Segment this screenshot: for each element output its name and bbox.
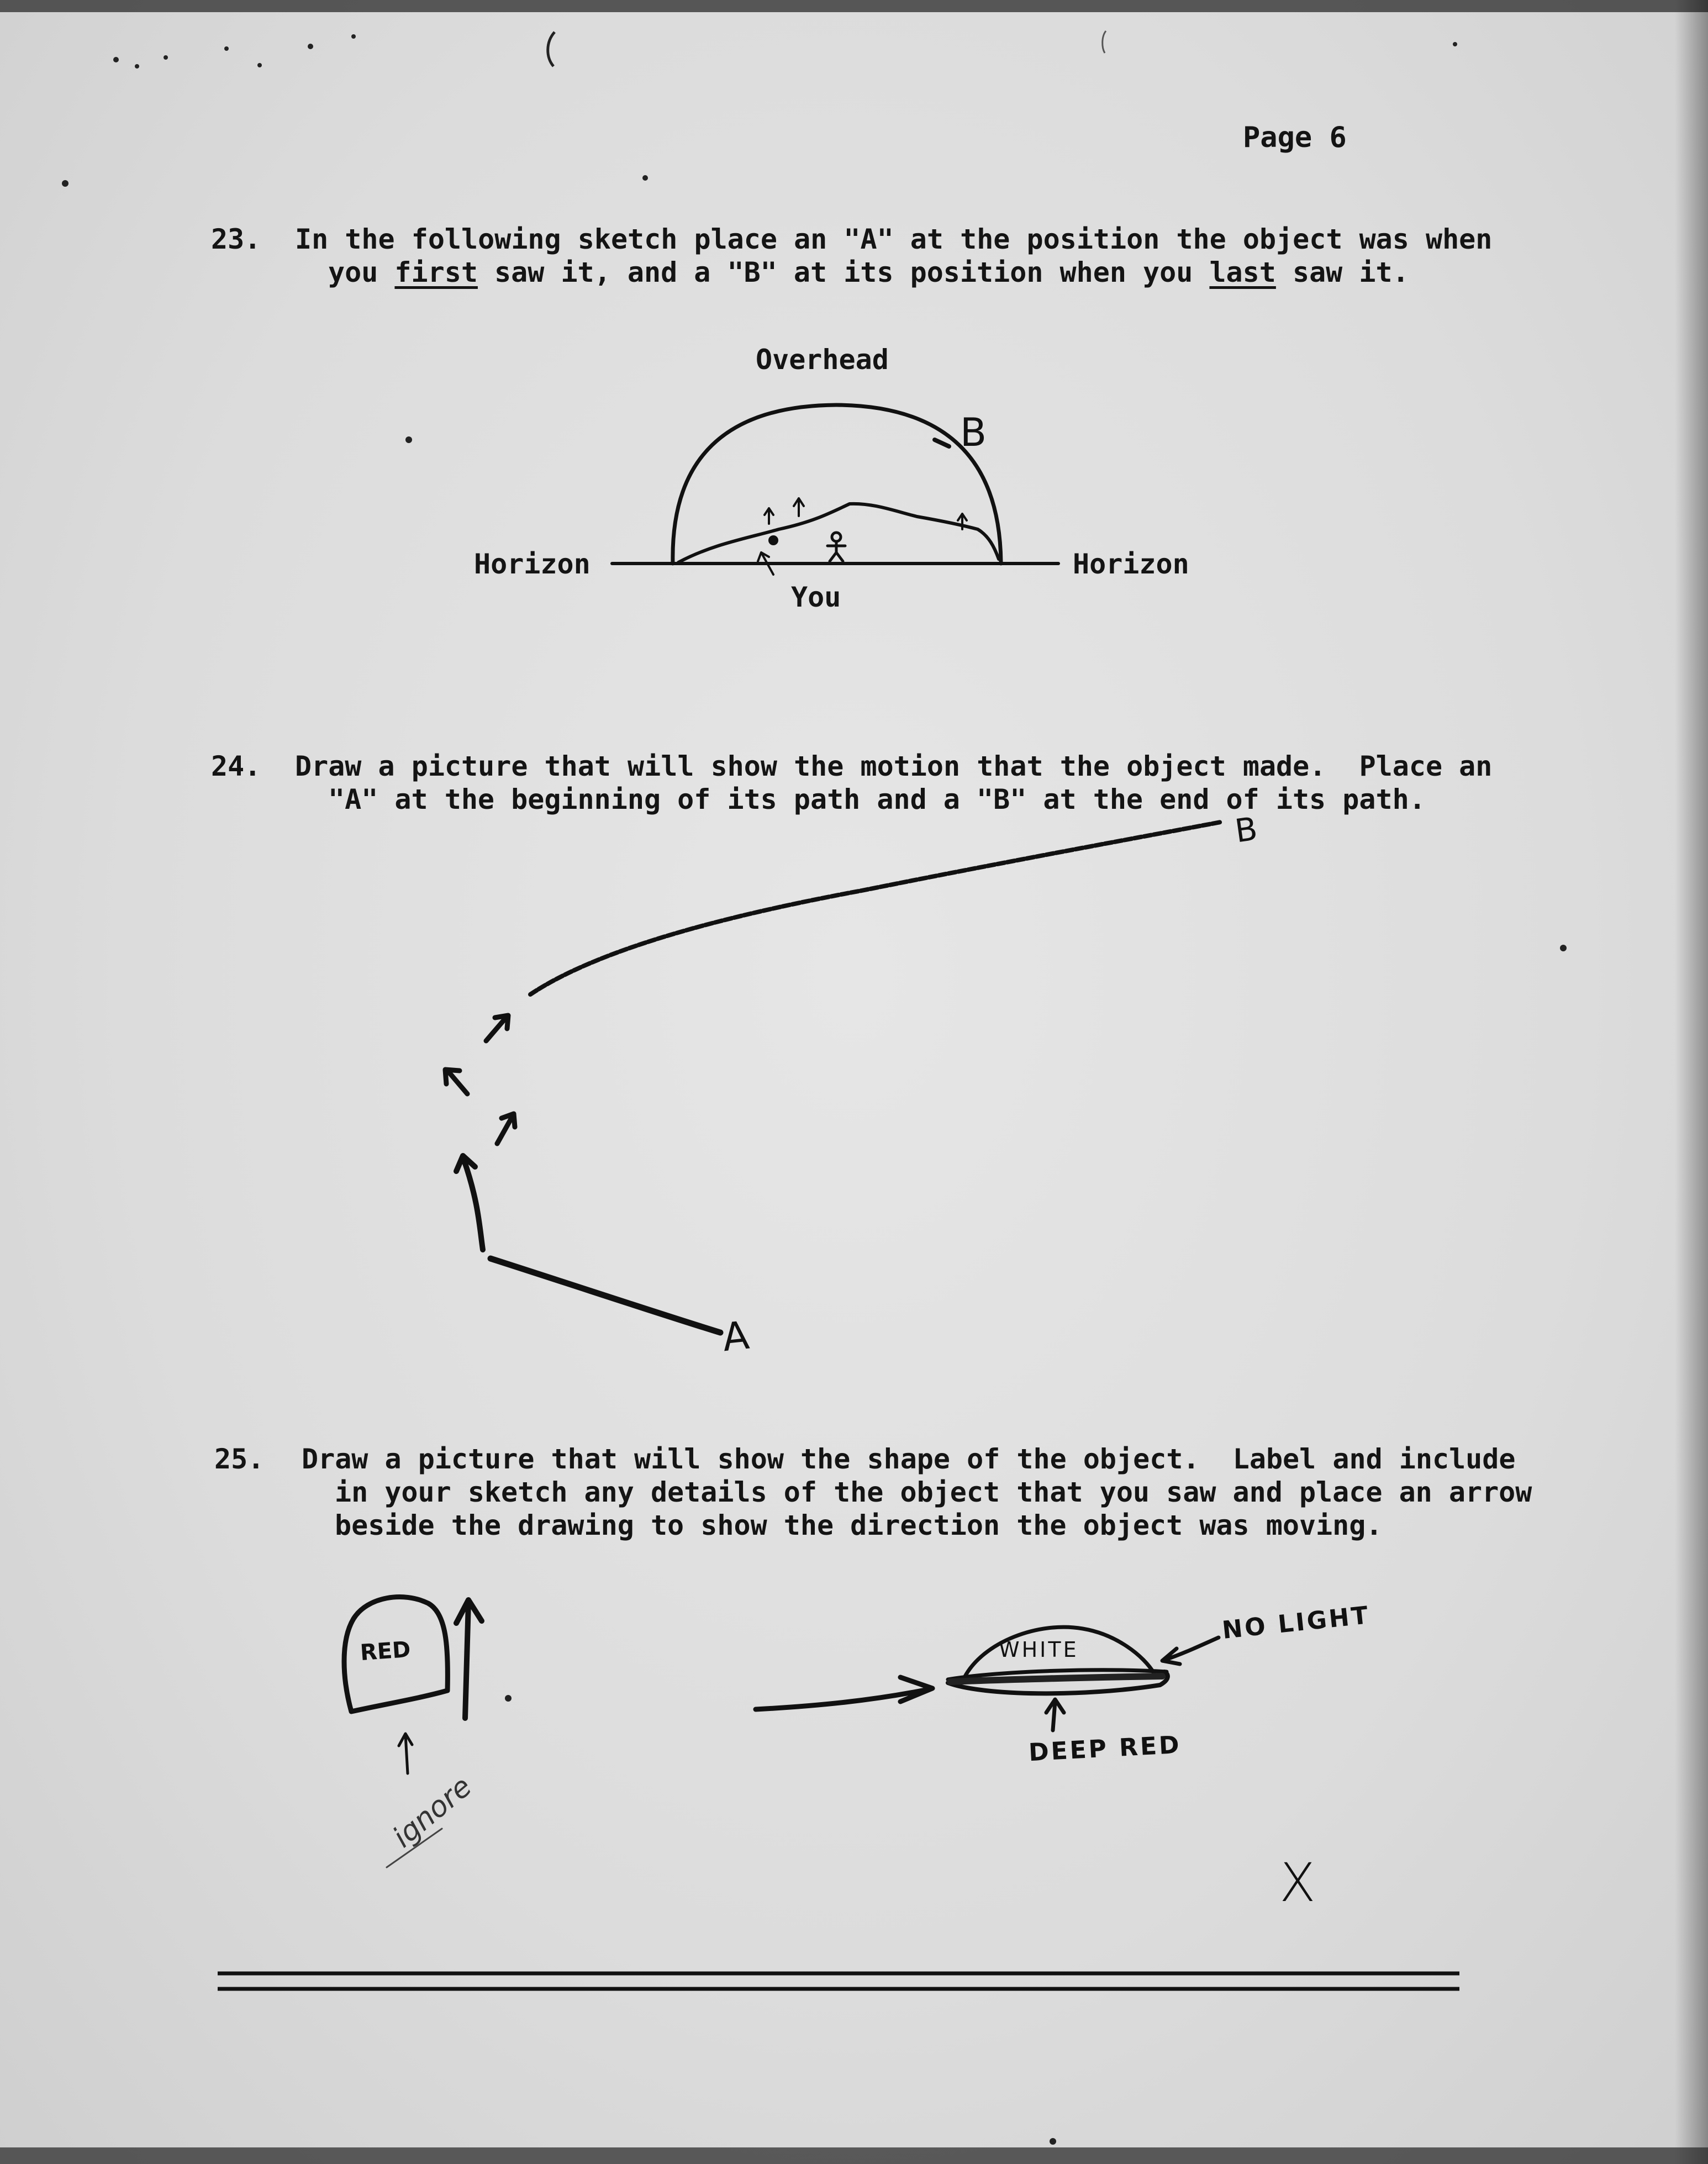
handwritten-mark-b-q23: B xyxy=(960,410,987,455)
overhead-arc xyxy=(673,405,1001,564)
handwritten-label-ignore: ignore xyxy=(387,1770,478,1855)
ignore-strike-line xyxy=(387,1829,442,1867)
q24-line1: Draw a picture that will show the motion that the object made. Place an xyxy=(295,750,1493,782)
b-position-tick xyxy=(935,440,949,446)
motion-path-arrow-3 xyxy=(445,1070,467,1094)
sky-dome-sketch xyxy=(612,405,1058,575)
motion-path-segment-start xyxy=(491,1259,720,1333)
motion-direction-arrow xyxy=(756,1677,932,1709)
front-view-outline xyxy=(344,1597,447,1712)
scan-bracket-mark-2 xyxy=(1103,31,1106,53)
sketch-you-label: You xyxy=(791,581,841,613)
q23-emphasis-first: first xyxy=(394,256,478,288)
motion-path-drawing xyxy=(445,822,1221,1333)
front-view-direction-arrow xyxy=(456,1600,482,1718)
sketch-horizon-right-label: Horizon xyxy=(1073,548,1189,580)
q23-number: 23. xyxy=(211,223,261,255)
q23-line2-part-c: saw it. xyxy=(1275,256,1409,288)
deep-red-pointer-arrow xyxy=(1046,1699,1064,1730)
handwritten-mark-b-q24: B xyxy=(1232,809,1260,850)
handwritten-mark-a-q24: A xyxy=(720,1312,752,1361)
q23-line2-part-a: you xyxy=(328,256,395,288)
sketch-overhead-label: Overhead xyxy=(756,344,889,376)
object-front-view-sketch xyxy=(344,1597,482,1867)
object-side-view-sketch xyxy=(756,1627,1219,1730)
q23-emphasis-last: last xyxy=(1209,256,1276,288)
handwritten-label-no-light: NO LIGHT xyxy=(1221,1601,1372,1645)
motion-path-arc-to-end xyxy=(530,822,1221,994)
motion-path-arrow-2 xyxy=(497,1114,515,1144)
handwritten-label-white: WHITE xyxy=(999,1638,1079,1662)
q25-line1: Draw a picture that will show the shape of the object. Label and include xyxy=(302,1443,1516,1475)
page-number: Page 6 xyxy=(1243,121,1347,154)
q25-line2: in your sketch any details of the object that you saw and place an arrow xyxy=(335,1476,1532,1508)
sketch-horizon-left-label: Horizon xyxy=(474,548,591,580)
q25-line3: beside the drawing to show the direction the object was moving. xyxy=(335,1509,1383,1541)
handwritten-mark-x: X xyxy=(1279,1852,1316,1914)
handwritten-label-deep-red: DEEP RED xyxy=(1027,1730,1182,1767)
no-light-pointer-arrow xyxy=(1162,1638,1219,1664)
handwritten-label-red: RED xyxy=(359,1636,412,1666)
q25-number: 25. xyxy=(214,1443,265,1475)
scan-bracket-mark xyxy=(548,32,555,66)
bottom-double-rule xyxy=(218,1973,1459,1989)
motion-path-segment-rise xyxy=(464,1160,483,1250)
motion-path-arrow-4 xyxy=(486,1015,508,1041)
scan-specks xyxy=(62,34,1567,2145)
first-sighting-dot xyxy=(768,535,778,545)
stick-figure-you-icon xyxy=(827,533,845,561)
ignore-pointer-arrow xyxy=(399,1734,412,1773)
q24-line2: "A" at the beginning of its path and a "B" at the end of its path. xyxy=(328,783,1426,815)
q24-number: 24. xyxy=(211,750,261,782)
q23-line1: In the following sketch place an "A" at the position the object was when xyxy=(295,223,1493,255)
q23-line2-part-b: saw it, and a "B" at its position when you xyxy=(477,256,1210,288)
